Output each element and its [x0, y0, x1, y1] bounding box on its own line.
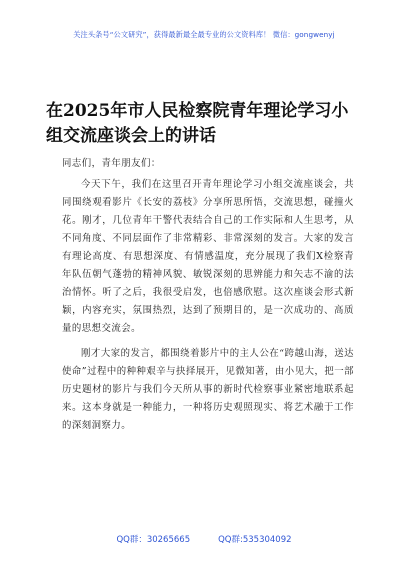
paragraph-2: 刚才大家的发言，都围绕着影片中的主人公在“跨越山海，送达使命”过程中的种种艰辛与抉择展开，见微知著，由小见大，把一部历史题材的影片与我们今天所从事的新时代检察事业紧密地联系起来。这本身就是一种能力，一种将历史观照现实、将艺术融于工作的深刻洞察力。	[62, 348, 354, 431]
header-promo-note: 关注头条号“公文研究”，获得最新最全最专业的公文资料库！ 微信：gongwenyj	[73, 30, 335, 39]
footer-contact	[0, 533, 408, 545]
paragraph-1: 今天下午，我们在这里召开青年理论学习小组交流座谈会，共同围绕观看影片《长安的荔枝》分享所思所悟，交流思想，碰撞火花。刚才，几位青年干警代表结合自己的工作实际和人生思考，从不同角度、不同层面作了非常精彩、非常深刻的发言。大家的发言有理论高度、有思想深度、有情感温度，充分展现了我们X检察青年队伍朝气蓬勃的精神风貌、敏锐深刻的思辨能力和矢志不渝的法治情怀。听了之后，我很受启发，也倍感欣慰。这次座谈会形式新颖，内容充实，氛围热烈，达到了预期目的，是一次成功的、高质量的思想交流会。	[62, 179, 354, 334]
footer-qq-group-1: QQ群：30265665	[116, 535, 191, 545]
salutation: 同志们，青年朋友们：	[62, 158, 161, 169]
document-title	[46, 99, 362, 149]
title-line-1: 在2025年市人民检察院青年理论学习小	[46, 101, 349, 122]
title-line-2: 组交流座谈会上的讲话	[46, 126, 216, 147]
footer-qq-group-2: QQ群:535304092	[218, 535, 292, 545]
speech-body	[62, 155, 354, 442]
